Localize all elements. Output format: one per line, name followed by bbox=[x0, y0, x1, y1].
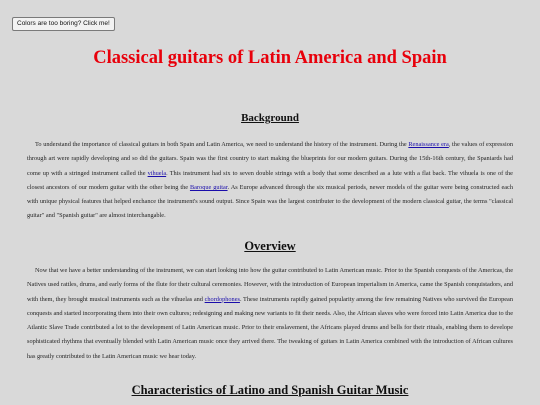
overview-heading: Overview bbox=[244, 239, 296, 253]
overview-paragraph bbox=[27, 264, 513, 364]
background-text-2: , the values of expression through art were rapidly developing and so did the guitars. Spain was the first country to start making the blueprints for our modern guitars. During the 15th-16th century, the Spaniards had come up with a stringed instrument called the bbox=[27, 141, 513, 177]
background-heading: Background bbox=[241, 112, 299, 124]
overview-text-1: Now that we have a better understanding of the instrument, we can start looking into how the guitar contributed to Latin American music. Prior to the Spanish conquests of the Americas, the Natives used rattles, drums, and early forms of the flute for their cultural ceremonies. However, with the introduction of European imperialism in America, came the Spanish conquistadors, and with them, they brought musical instruments such as the vihuelas and bbox=[27, 267, 513, 303]
chordophones-link[interactable]: chordophones bbox=[204, 295, 240, 303]
characteristics-heading: Characteristics of Latino and Spanish Guitar Music bbox=[131, 383, 409, 397]
colors-toggle-button[interactable]: Colors are too boring? Click me! bbox=[12, 17, 115, 31]
background-text-4: . As Europe advanced through the six musical periods, newer models of the guitar were being constructed each with unique physical features that helped enchance the instrument's sound output. Since Spain was the largest contributer to the development of the modern classical guitar, the terms "classical guitar" and "Spanish guitar" are almost interchangable. bbox=[27, 183, 513, 220]
background-paragraph bbox=[27, 138, 513, 224]
page-title: Classical guitars of Latin America and Spain bbox=[93, 48, 447, 68]
background-text-1: To understand the importance of classical guitars in both Spain and Latin America, we need to understand the history of the instrument. During the bbox=[35, 141, 409, 148]
overview-text-2: . These instruments rapidly gained popularity among the few remaining Natives who survived the European conquests and started incorporating them into their own cultures; redesigning and making new variants to fit their needs. Also, the African slaves who were forced into Latin America due to the Atlantic Slave Trade contributed a lot to the development of Latin American music. Prior to their enslavement, the Africans played drums and bells for their rituals, enabling them to develope sophisticated rhythms that eventually blended with Latin American music once they arrived there. The tweaking of guitars in Latin America combined with the introduction of African cultures has greatly contributed to the Latin American music we hear today. bbox=[27, 295, 513, 360]
background-text-3: . This instrument had six to seven double strings with a body that some described as a lute with a flat back. The vihuela is one of the closest ancestors of our modern guitar with the other being the bbox=[27, 169, 513, 191]
renaissance-era-link[interactable]: Renaissance era bbox=[408, 141, 449, 148]
vihuela-link[interactable]: vihuela bbox=[147, 169, 167, 177]
baroque-guitar-link[interactable]: Baroque guitar bbox=[189, 183, 228, 191]
